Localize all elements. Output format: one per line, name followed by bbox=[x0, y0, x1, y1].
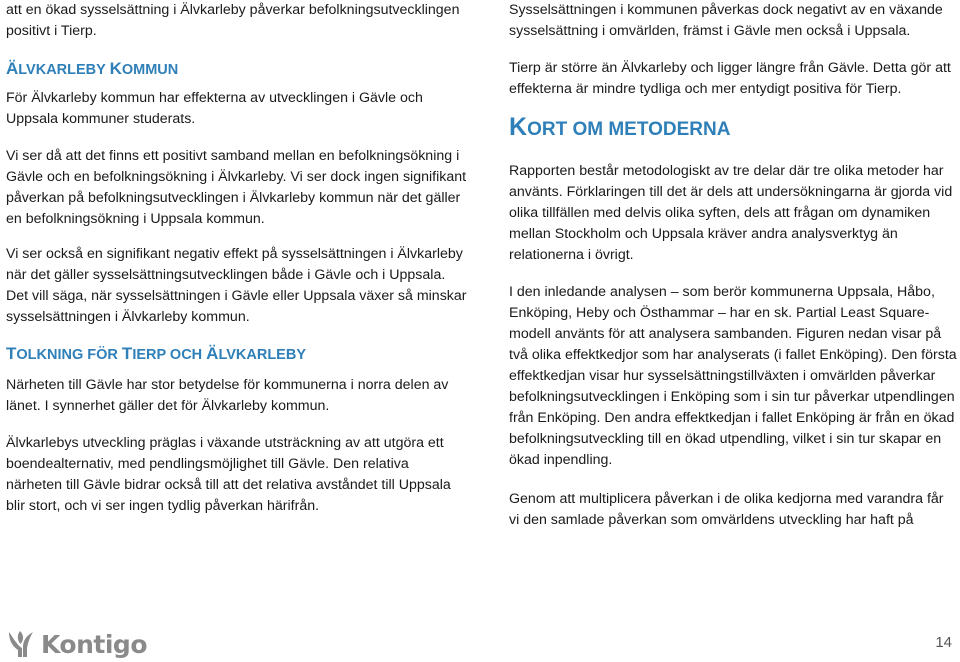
section-heading-alvkarleby-kommun: ÄLVKARLEBY KOMMUN bbox=[6, 59, 179, 78]
paragraph: I den inledande analysen – som berör kommunerna Uppsala, Håbo, Enköping, Heby och Östhammar – har en sk. Partial Least Square-modell använts för att analysera sambanden. Figuren nedan visar på två olika effektkedjor som har analyserats (i fallet Enköping). Den första effektkedjan visar hur sysselsättningstillväxten i omvärlden påverkar befolkningsutvecklingen i Enköping som i sin tur påverkar utpendlingen från Enköping. Den andra effektkedjan i fallet Enköping är från en ökad befolkningsutveckling till en ökad utpendling, vilket i sin tur skapar en ökad inpendling. bbox=[509, 284, 957, 468]
left-column bbox=[6, 0, 468, 517]
paragraph: Älvkarlebys utveckling präglas i växande utsträckning av att utgöra ett boendealternativ, med pendlingsmöjlighet till Gävle. Den relativa närheten till Gävle bidrar också till att det relativa avståndet till Uppsala blir stort, och vi ser ingen tydlig påverkan härifrån. bbox=[6, 435, 451, 514]
page-number: 14 bbox=[935, 634, 952, 651]
paragraph: att en ökad sysselsättning i Älvkarleby påverkar befolkningsutvecklingen positivt i Tierp. bbox=[6, 2, 460, 39]
paragraph: Vi ser då att det finns ett positivt samband mellan en befolkningsökning i Gävle och en befolkningsökning i Älvkarleby. Vi ser dock ingen signifikant påverkan på befolkningsutvecklingen i Älvkarleby kommun när det gäller en befolkningsökning i Uppsala kommun. bbox=[6, 148, 467, 227]
paragraph: Sysselsättningen i kommunen påverkas dock negativt av en växande sysselsättning i omvärlden, främst i Gävle men också i Uppsala. bbox=[509, 2, 943, 39]
paragraph: Tierp är större än Älvkarleby och ligger längre från Gävle. Detta gör att effekterna är mindre tydliga och mer entydigt positiva för Tierp. bbox=[509, 60, 951, 97]
kontigo-leaf-icon bbox=[6, 630, 36, 658]
kontigo-logo bbox=[6, 628, 147, 660]
paragraph: Rapporten består metodologiskt av tre delar där tre olika metoder har använts. Förklaringen till det är dels att undersökningarna är gjorda vid olika tillfällen med delvis olika syften, dels att frågan om dynamiken mellan Stockholm och Uppsala kräver andra analysverktyg än relationerna i övrigt. bbox=[509, 163, 953, 263]
paragraph: Vi ser också en signifikant negativ effekt på sysselsättningen i Älvkarleby när det gäller sysselsättningsutvecklingen både i Gävle och i Uppsala. Det vill säga, när sysselsättningen i Gävle eller Uppsala växer så minskar sysselsättningen i Älvkarleby kommun. bbox=[6, 246, 467, 325]
page-footer bbox=[0, 622, 960, 662]
logo-wordmark: Kontigo bbox=[41, 629, 147, 659]
paragraph: Genom att multiplicera påverkan i de olika kedjorna med varandra får vi den samlade påverkan som omvärldens utveckling har haft på bbox=[509, 491, 944, 528]
section-heading-tolkning: TOLKNING FÖR TIERP OCH ÄLVKARLEBY bbox=[6, 344, 306, 363]
right-column bbox=[509, 0, 957, 531]
paragraph: För Älvkarleby kommun har effekterna av utvecklingen i Gävle och Uppsala kommuner studerats. bbox=[6, 90, 423, 127]
paragraph: Närheten till Gävle har stor betydelse för kommunerna i norra delen av länet. I synnerhet gäller det för Älvkarleby kommun. bbox=[6, 377, 449, 414]
section-heading-kort-om-metoderna: KORT OM METODERNA bbox=[509, 113, 731, 141]
